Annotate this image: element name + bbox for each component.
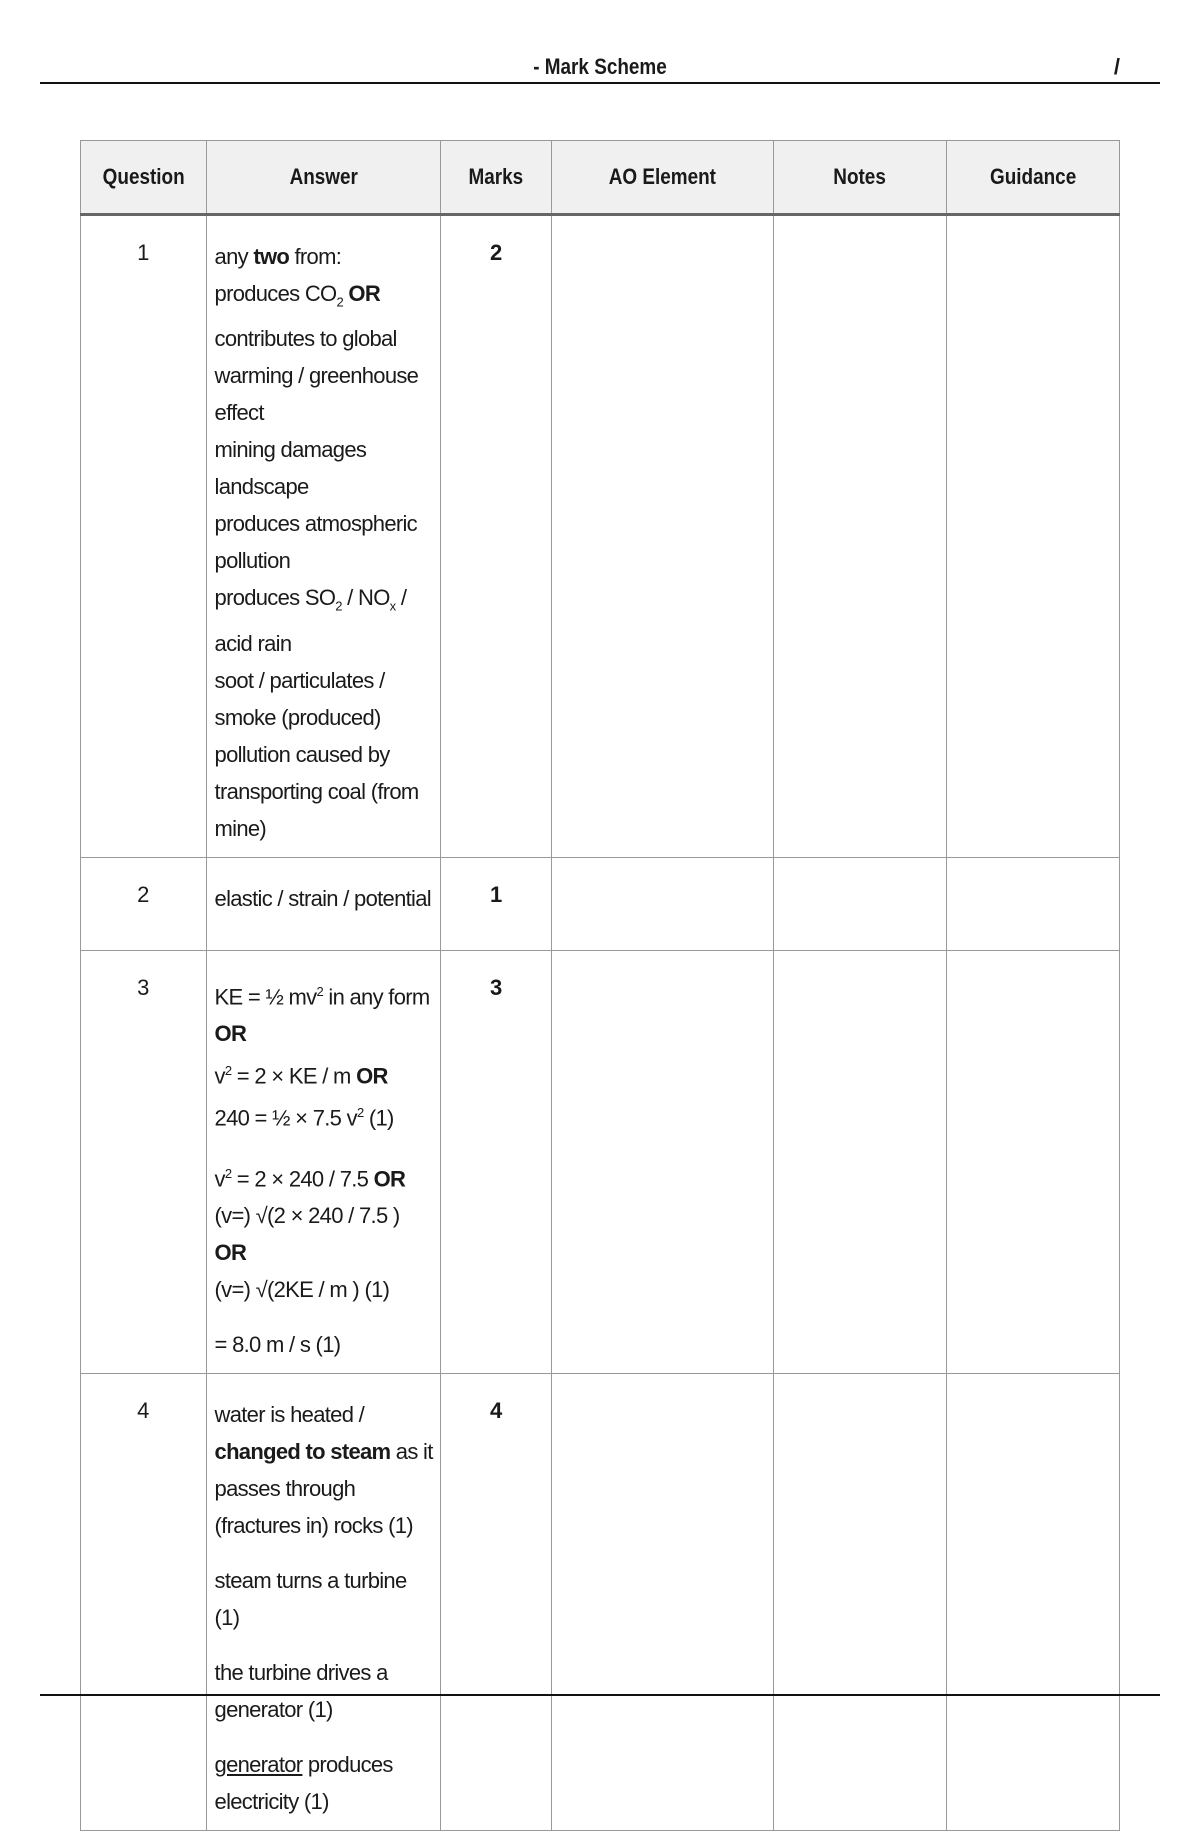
column-header-answer: Answer	[206, 141, 441, 215]
guidance-cell	[946, 950, 1119, 1373]
notes-cell	[773, 857, 946, 950]
column-header-ao-element: AO Element	[551, 141, 773, 215]
ao-element-cell	[551, 215, 773, 858]
answer-cell	[206, 215, 441, 858]
answer-line: produces $CO_2$ OR contributes to global warming / greenhouse effect	[214, 281, 419, 426]
ao-element-cell	[551, 950, 773, 1373]
notes-cell	[773, 1374, 946, 1831]
answer-line: steam turns a turbine (1)	[214, 1568, 407, 1631]
answer-line: (v=) √(2KE / m ) (1)	[214, 1277, 390, 1303]
answer-line: 240 = ½ × 7.5 $v^2$ (1)	[214, 1105, 394, 1131]
answer-line: $v^2 = 2$ × KE / m OR	[214, 1063, 388, 1089]
marks-value: 2	[441, 215, 551, 858]
answer-line: = 8.0 m / s (1)	[214, 1332, 341, 1358]
answer-line: soot / particulates / smoke (produced)	[214, 667, 385, 730]
table-row	[81, 1374, 1120, 1831]
answer-cell	[206, 950, 441, 1373]
marks-value: 4	[441, 1374, 551, 1831]
answer-line: generator produces electricity (1)	[214, 1752, 393, 1815]
guidance-cell	[946, 215, 1119, 858]
mark-scheme-table	[80, 140, 1120, 1831]
column-header-marks: Marks	[441, 141, 551, 215]
marks-value: 1	[441, 857, 551, 950]
answer-line: produces atmospheric pollution	[214, 511, 417, 574]
guidance-cell	[946, 1374, 1119, 1831]
column-header-guidance: Guidance	[946, 141, 1119, 215]
ao-element-cell	[551, 857, 773, 950]
answer-line: $v^2 = 2 \times 240 / 7.5$ OR	[214, 1165, 406, 1192]
answer-line: produces $SO_2 / NO_x$ / acid rain	[214, 585, 407, 656]
answer-cell	[206, 857, 441, 950]
table-row	[81, 950, 1120, 1373]
header-right-mark: /	[1113, 54, 1120, 79]
answer-line: any two from:	[214, 244, 342, 269]
answer-line: elastic / strain / potential	[214, 885, 431, 911]
question-number: 4	[81, 1374, 207, 1831]
question-number: 2	[81, 857, 207, 950]
answer-line: KE = ½ $mv^2$ in any form OR	[214, 983, 430, 1047]
question-number: 3	[81, 950, 207, 1373]
marks-value: 3	[441, 950, 551, 1373]
answer-line: pollution caused by transporting coal (from mine)	[214, 741, 419, 841]
table-row	[81, 215, 1120, 858]
answer-cell	[206, 1374, 441, 1831]
answer-line: (v=) √(2 × 240 / 7.5 ) OR	[214, 1203, 400, 1266]
header-title: - Mark Scheme	[533, 54, 667, 79]
footer-divider	[40, 1694, 1160, 1696]
notes-cell	[773, 215, 946, 858]
answer-line: the turbine drives a generator (1)	[214, 1660, 388, 1723]
column-header-notes: Notes	[773, 141, 946, 215]
table-row	[81, 857, 1120, 950]
notes-cell	[773, 950, 946, 1373]
page-header	[40, 48, 1160, 84]
table-header-row	[81, 141, 1120, 215]
ao-element-cell	[551, 1374, 773, 1831]
answer-line: water is heated / changed to steam as it passes through (fractures in) rocks (1)	[214, 1402, 433, 1539]
column-header-question: Question	[81, 141, 207, 215]
question-number: 1	[81, 215, 207, 858]
answer-line: mining damages landscape	[214, 437, 367, 500]
guidance-cell	[946, 857, 1119, 950]
